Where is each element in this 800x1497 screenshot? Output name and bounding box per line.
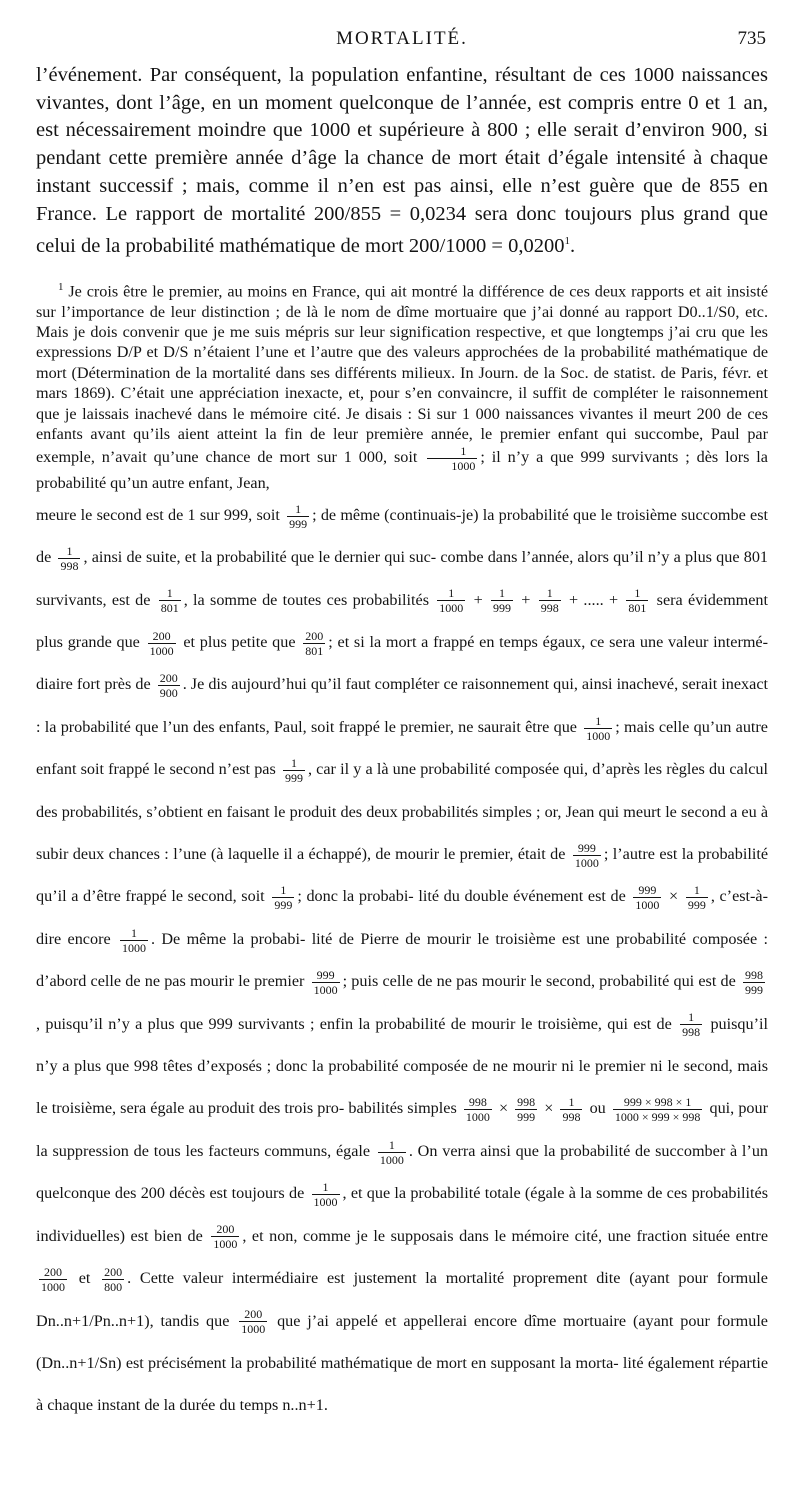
main-paragraph-text: l’événement. Par conséquent, la population enfantine, résultant de ces 1000 naissances vivantes, dont l’âge, en un moment quelconque de l’année, est compris entre 0 et 1 an, est nécessairement moindre que 1000 et supérieure à 800 ; elle serait d’environ 900, si pendant cette première année d’âge la chance de mort était d’égale intensité à chaque instant successif ; mais, comme il n’en est pas ainsi, elle n’est guère que de 855 en France. Le rapport de mortalité 200/855 = 0,0234 sera donc toujours plus grand que celui de la probabilité mathématique de mort 200/1000 = 0,0200 [36, 64, 768, 258]
fraction-denominator: 801 [628, 601, 647, 616]
fraction [211, 1222, 239, 1251]
math-text: et [70, 1269, 100, 1288]
fraction [158, 671, 180, 700]
fraction-denominator: 1000 [379, 1152, 404, 1167]
math-text: est de [633, 1014, 678, 1033]
math-text: meure le second est de [36, 505, 188, 524]
fraction-numerator: 1 [460, 444, 467, 459]
fraction-numerator: 999 [638, 883, 657, 898]
fraction [613, 1095, 703, 1124]
math-text: , soit [248, 505, 285, 524]
footnote-text: Je crois être le premier, au moins en France, qui ait montré la différence de ces deux rapports et ait insisté sur l’importance de leur distinction ; de là le nom de dîme mortuaire que j’ai donné au rapport D0..1/S0, etc. Mais je dois convenir que je me suis mépris sur leur signification respective, et que longtemps j’ai cru que les expressions D/P et D/S n’étaient l’une et l’autre que des valeurs approchées de la probabilité mathématique de mort (Détermination de la mortalité dans ses différents milieux. In Journ. de la Soc. de statist. de Paris, févr. et mars 1869). C’était une appréciation inexacte, et, pour s’en convaincre, il suffit de compléter le raisonnement que je laissais inachevé dans le mémoire cité. Je disais : Si sur 1 000 naissances vivantes il meurt 200 de ces enfants avant qu’ils aient atteint la fin de leur première année, le premier enfant qui succombe, Paul par exemple, n’avait qu’une chance de mort sur 1 000, soit [36, 282, 768, 467]
math-line [36, 671, 613, 701]
math-text: , [307, 760, 312, 779]
fraction-numerator: 200 [305, 628, 324, 643]
fraction [427, 444, 477, 473]
fraction-denominator: 1000 [427, 458, 477, 473]
fraction-denominator: 998 [60, 558, 79, 573]
fraction [378, 1138, 406, 1167]
math-text: lité de Pierre de mourir le troisième est une probabilité composée : d’abord celle de ne pas [36, 929, 768, 991]
fraction [102, 1265, 124, 1294]
fraction-numerator: 1 [688, 1010, 695, 1025]
fraction [148, 629, 176, 658]
footnote-math-lines [36, 494, 768, 1427]
math-text: somme de ces probabilités individuelles) est bien de [36, 1184, 768, 1245]
math-line [189, 968, 736, 998]
math-line [36, 1180, 592, 1210]
fraction [283, 756, 305, 785]
fraction [464, 1095, 492, 1124]
math-line [206, 1307, 768, 1337]
math-text: × [494, 1099, 513, 1118]
fraction-numerator: 200 [216, 1222, 235, 1237]
fraction-numerator: 1 [280, 883, 287, 898]
math-text: , puisqu’il n’y a plus que 999 survivants ; enfin la probabilité de mourir le troisième, qui [36, 1014, 628, 1033]
fraction-numerator: 999 [577, 840, 596, 855]
fraction-numerator: 999 × 998 × 1 [623, 1095, 692, 1110]
fraction [584, 714, 612, 743]
math-text: ; de même (continuais-je) la probabilité que [312, 505, 597, 524]
math-text: ou [585, 1099, 610, 1118]
math-text: lité également répartie à chaque instant de la durée du temps n..n+1. [36, 1353, 768, 1415]
page-header [36, 26, 768, 62]
fraction [159, 586, 181, 615]
math-text: . On verra ainsi que la probabilité de succomber à l’un [408, 1141, 768, 1160]
math-text: que j’ai appelé et appellerai encore dîme mortuaire (ayant pour formule [270, 1311, 768, 1330]
fraction-denominator: 999 [274, 898, 293, 913]
fraction-numerator: 998 [517, 1095, 536, 1110]
fraction-numerator: 1 [448, 586, 455, 601]
fraction [680, 1010, 702, 1039]
fraction [633, 883, 661, 912]
fraction-numerator: 1 [634, 586, 641, 601]
fraction-denominator: 1000 [586, 728, 611, 743]
fraction-numerator: 1 [130, 925, 137, 940]
fraction-numerator: 1 [568, 1095, 575, 1110]
math-text: que [206, 1311, 237, 1330]
fraction [573, 841, 601, 870]
math-text: le troisième succombe est de [36, 505, 768, 567]
fraction-denominator: 1000 [574, 855, 599, 870]
math-text: , et que la probabilité totale (égale à la [342, 1184, 592, 1203]
fraction-numerator: 200 [244, 1307, 263, 1322]
fraction-numerator: 200 [104, 1264, 123, 1279]
main-paragraph: l’événement. Par conséquent, la population enfantine, résultant de ces 1000 naissances vivantes, dont l’âge, en un moment quelconque de l’année, est compris entre 0 et 1 an, est nécessairement moindre que 1000 et supérieure à 800 ; elle serait d’environ 900, si pendant cette première année d’âge la chance de mort était d’égale intensité à chaque instant successif ; mais, comme il n’en est pas ainsi, elle n’est guère que de 855 en France. Le rapport de mortalité 200/855 = 0,0234 sera donc toujours plus grand que celui de la probabilité mathématique de mort $200/1000 = 0,0200^1$. [36, 64, 768, 258]
fraction-numerator: 1 [290, 756, 297, 771]
math-text: + [516, 590, 536, 609]
math-text: , la somme de toutes [183, 590, 322, 609]
footnote-text-continued: ; il n’y a que 999 survivants ; dès lors la probabilité qu’un autre enfant, Jean, [36, 448, 768, 493]
fraction-numerator: 998 [745, 968, 764, 983]
math-text: est justement la mortalité proprement dite (ayant pour formule Dn..n+1/Pn..n+1), tandis [36, 1269, 768, 1330]
math-text: + [468, 590, 488, 609]
fraction-numerator: 1 [66, 543, 73, 558]
math-text: sera évidemment plus grande que [36, 590, 768, 652]
fraction-denominator: 1000 [635, 898, 660, 913]
fraction-denominator: 1000 [121, 940, 146, 955]
math-text: mourir le premier [189, 972, 309, 991]
math-line [36, 501, 597, 531]
math-text: qui, pour la suppression de tous [36, 1099, 768, 1160]
math-text: ces probabilités [326, 590, 435, 609]
fraction-denominator: 1000 [213, 1237, 238, 1252]
math-line [146, 803, 737, 821]
fraction-denominator: 999 [493, 601, 511, 616]
math-text: lité du double événement est de [418, 887, 631, 906]
math-text: quelconque des 200 décès est toujours de [36, 1184, 309, 1203]
fraction [39, 1265, 67, 1294]
fraction-denominator: 1000 [241, 1322, 266, 1337]
fraction [312, 1180, 340, 1209]
math-text: , ainsi de suite, et la probabilité que le dernier qui suc- [83, 548, 437, 567]
fraction-denominator: 999 [687, 898, 706, 913]
fraction [515, 1095, 537, 1124]
math-text: , c’est-à-dire encore [36, 887, 768, 948]
fraction-numerator: 1 [546, 586, 553, 601]
math-text: × [540, 1099, 558, 1118]
math-text: eu à subir deux chances : l’une (à laquelle il a échappé), de mourir le premier, était [36, 802, 768, 864]
footnote-marker: 1 [58, 280, 64, 293]
fraction-numerator: 1 [693, 883, 700, 898]
fraction-denominator: 1000 [41, 1279, 65, 1294]
fraction-denominator: 801 [305, 643, 324, 658]
fraction-numerator: 1 [295, 501, 302, 516]
math-text: ; mais celle qu’un autre enfant soit frappé le second n’est pas [36, 717, 768, 779]
math-text: , et non, comme je le supposais [242, 1226, 454, 1245]
math-text: les facteurs communs, égale [185, 1141, 375, 1160]
fraction [120, 926, 148, 955]
fraction [491, 586, 513, 615]
math-text: . Cette valeur intermédiaire [127, 1269, 319, 1288]
fraction-denominator: 998 [540, 601, 559, 616]
fraction [626, 586, 648, 615]
math-line [199, 628, 768, 658]
fraction-denominator: 1000 [313, 1195, 338, 1210]
fraction-denominator: 1000 [439, 601, 464, 616]
math-text: plus petite que [199, 633, 301, 652]
fraction [239, 1307, 267, 1336]
fraction-denominator: 999 [745, 983, 764, 998]
fraction [539, 586, 561, 615]
fraction-denominator: 1000 [313, 983, 338, 998]
page-number: 735 [737, 28, 766, 49]
fraction-numerator: 200 [44, 1264, 62, 1279]
fraction-denominator: 1000 × 999 × 998 [614, 1110, 701, 1125]
math-text: et [178, 633, 196, 652]
fraction [743, 968, 765, 997]
math-text: ; l’autre est la probabilité qu’il a d’être frappé le second, soit [36, 845, 768, 906]
math-text: de [550, 845, 570, 864]
fraction-denominator: 1000 [149, 643, 174, 658]
fraction-denominator: 999 [289, 516, 308, 531]
math-text: s’obtient en faisant le produit des deux probabilités simples ; or, Jean qui meurt le second a [146, 802, 738, 821]
footnote-paragraph [36, 277, 768, 494]
math-text: ; et si la mort a frappé en temps égaux, ce sera une valeur intermé- [328, 633, 768, 652]
fraction-numerator: 1 [499, 586, 505, 601]
fraction-numerator: 1 [166, 586, 173, 601]
fraction [560, 1095, 582, 1124]
math-text: puisqu’il n’y a plus que 998 têtes d’exposés ; donc la probabilité composée de ne [36, 1014, 768, 1076]
fraction-denominator: 999 [517, 1110, 536, 1125]
book-page [36, 26, 768, 1466]
fraction-numerator: 200 [152, 628, 171, 643]
fraction-denominator: 900 [159, 686, 178, 701]
fraction [312, 968, 340, 997]
fraction-numerator: 999 [316, 968, 335, 983]
fraction-numerator: 1 [595, 713, 602, 728]
math-text: dans le mémoire cité, une fraction située entre [459, 1226, 768, 1245]
math-text: combe dans l’année, alors qu’il n’y a plus que 801 survivants, est de [36, 548, 768, 609]
fraction [686, 883, 708, 912]
math-text: (Dn..n+1/Sn) est précisément la probabilité mathématique de mort en supposant la morta- [36, 1353, 619, 1372]
math-text: car il y a là une probabilité composée qui, d’après les règles du calcul des probabilités, [36, 760, 768, 821]
fraction-numerator: 1 [322, 1180, 329, 1195]
fraction [303, 629, 325, 658]
math-text: ; donc la probabi- [297, 887, 414, 906]
fraction [437, 586, 465, 615]
fraction-numerator: 200 [159, 671, 178, 686]
math-text: × [664, 887, 683, 906]
footnote [36, 277, 768, 1427]
math-text: saurait être que [477, 717, 582, 736]
fraction-denominator: 998 [682, 1025, 701, 1040]
math-text: babilités simples [348, 1099, 461, 1118]
fraction-denominator: 1000 [465, 1110, 490, 1125]
math-text: . Je dis aujourd’hui qu’il faut compléter ce raisonnement qui, ainsi [182, 675, 613, 694]
math-text: ; puis celle de ne pas mourir le second, probabilité qui est de [342, 972, 736, 991]
running-title: MORTALITÉ. [336, 28, 468, 49]
math-text: 1 sur 999 [187, 505, 249, 524]
math-text: mourir ni le premier ni le second, mais le troisième, sera égale au produit des trois pro- [36, 1057, 768, 1118]
fraction-denominator: 998 [562, 1110, 581, 1125]
footnote-reference: 1 [564, 235, 570, 248]
math-line [36, 1354, 619, 1372]
fraction [272, 883, 294, 912]
fraction-denominator: 999 [284, 771, 303, 786]
math-text: + ..... + [563, 590, 624, 609]
math-line [185, 1137, 768, 1167]
fraction-numerator: 998 [468, 1095, 487, 1110]
math-text: diaire fort près de [36, 675, 155, 694]
math-text: . De même la probabi- [150, 929, 306, 948]
fraction-denominator: 801 [160, 601, 179, 616]
fraction [58, 544, 80, 573]
fraction [287, 502, 309, 531]
fraction-denominator: 800 [104, 1279, 123, 1294]
math-text: inachevé, serait inexact : la probabilité que l’un des enfants, Paul, soit frappé le premier, ne [36, 675, 768, 736]
fraction-numerator: 1 [388, 1137, 395, 1152]
